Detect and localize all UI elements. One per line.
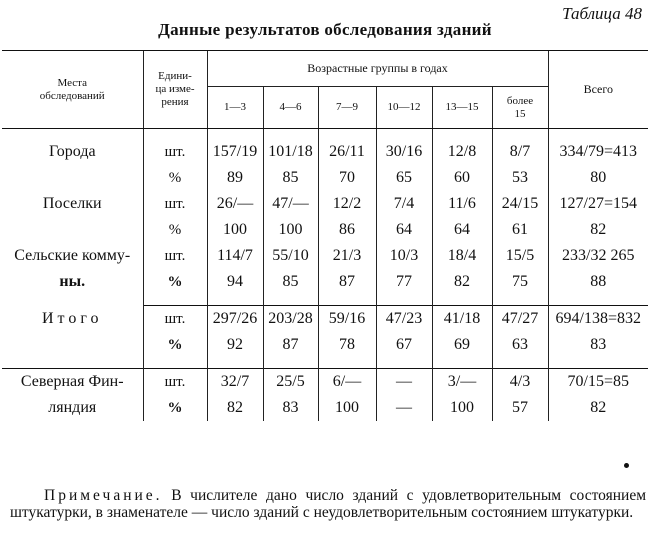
cell: 60 — [432, 165, 492, 191]
printed-dot — [624, 463, 629, 468]
cell: 26/— — [207, 191, 263, 217]
row-unit: шт. — [143, 191, 207, 217]
cell: 4/3 — [492, 369, 548, 396]
table-row — [2, 369, 648, 396]
cell: 100 — [318, 395, 376, 421]
cell: 3/— — [432, 369, 492, 396]
header-group-5: 13—15 — [432, 87, 492, 129]
cell: 114/7 — [207, 243, 263, 269]
table-row — [2, 165, 648, 191]
header-place: Места обследований — [2, 51, 143, 129]
cell: 6/— — [318, 369, 376, 396]
row-place: ны. — [59, 273, 86, 290]
table-row-total — [2, 306, 648, 333]
cell: 94 — [207, 269, 263, 295]
table-row — [2, 217, 648, 243]
table-number: Таблица 48 — [562, 4, 642, 23]
cell-total: 82 — [548, 217, 648, 243]
table-row — [2, 332, 648, 358]
cell: 63 — [492, 332, 548, 358]
cell-total: 694/138=832 — [548, 306, 648, 333]
row-place: Поселки — [42, 195, 102, 212]
cell: 65 — [376, 165, 432, 191]
row-place: Сельские комму- — [14, 247, 131, 264]
row-place: Города — [48, 143, 96, 160]
cell: 10/3 — [376, 243, 432, 269]
header-group-1: 1—3 — [207, 87, 263, 129]
cell: 157/19 — [207, 139, 263, 165]
row-unit: шт. — [143, 306, 207, 333]
cell-total: 127/27=154 — [548, 191, 648, 217]
row-unit: % — [143, 217, 207, 243]
table-row — [2, 395, 648, 421]
cell: — — [376, 395, 432, 421]
cell: 101/18 — [263, 139, 318, 165]
header-unit: Едини-ца изме-рения — [143, 51, 207, 129]
row-place: ляндия — [48, 399, 97, 416]
header-group-4: 10—12 — [376, 87, 432, 129]
cell-total: 83 — [548, 332, 648, 358]
row-unit: % — [143, 395, 207, 421]
cell: 64 — [432, 217, 492, 243]
cell: 30/16 — [376, 139, 432, 165]
cell: 12/2 — [318, 191, 376, 217]
cell: 47/27 — [492, 306, 548, 333]
table-row — [2, 243, 648, 269]
survey-table — [2, 50, 648, 421]
table-title: Данные результатов обследования зданий — [158, 20, 492, 39]
cell: 18/4 — [432, 243, 492, 269]
row-place — [2, 332, 143, 358]
header-group-2: 4—6 — [263, 87, 318, 129]
cell: 85 — [263, 269, 318, 295]
cell: 55/10 — [263, 243, 318, 269]
cell: 83 — [263, 395, 318, 421]
row-unit: % — [143, 332, 207, 358]
row-unit: шт. — [143, 243, 207, 269]
cell-total: 233/32 265 — [548, 243, 648, 269]
cell-total: 82 — [548, 395, 648, 421]
cell: 92 — [207, 332, 263, 358]
cell: 82 — [207, 395, 263, 421]
header-total: Всего — [548, 51, 648, 129]
cell: 57 — [492, 395, 548, 421]
cell: 297/26 — [207, 306, 263, 333]
row-place: Северная Фин- — [2, 369, 143, 396]
cell: 86 — [318, 217, 376, 243]
row-unit: шт. — [143, 139, 207, 165]
cell: 203/28 — [263, 306, 318, 333]
row-place-total: Итого — [42, 309, 103, 327]
cell: 53 — [492, 165, 548, 191]
footnote — [10, 487, 646, 521]
cell: 75 — [492, 269, 548, 295]
cell-total: 70/15=85 — [548, 369, 648, 396]
cell: 32/7 — [207, 369, 263, 396]
cell: 25/5 — [263, 369, 318, 396]
cell: 8/7 — [492, 139, 548, 165]
cell: 7/4 — [376, 191, 432, 217]
cell: 82 — [432, 269, 492, 295]
cell: 11/6 — [432, 191, 492, 217]
cell: 26/11 — [318, 139, 376, 165]
header-group-3: 7—9 — [318, 87, 376, 129]
row-place — [2, 217, 143, 243]
cell-total: 334/79=413 — [548, 139, 648, 165]
row-place — [2, 165, 143, 191]
cell: 61 — [492, 217, 548, 243]
cell: 100 — [432, 395, 492, 421]
cell: 41/18 — [432, 306, 492, 333]
cell-total: 80 — [548, 165, 648, 191]
cell: 15/5 — [492, 243, 548, 269]
cell: 69 — [432, 332, 492, 358]
cell: 89 — [207, 165, 263, 191]
cell: 77 — [376, 269, 432, 295]
cell: 100 — [263, 217, 318, 243]
table-row — [2, 269, 648, 295]
header-group-6: более 15 — [492, 87, 548, 129]
row-unit: % — [143, 165, 207, 191]
cell: 59/16 — [318, 306, 376, 333]
table-row — [2, 191, 648, 217]
cell: 100 — [207, 217, 263, 243]
cell: 24/15 — [492, 191, 548, 217]
header-age-groups: Возрастные группы в годах — [207, 51, 548, 87]
cell: 85 — [263, 165, 318, 191]
cell: 21/3 — [318, 243, 376, 269]
footnote-text: В числителе дано число зданий с удовлетворительным состоянием штукатурки, в знаменателе — число зданий с неудовлетворительным состоянием штукатурки. — [10, 487, 647, 521]
cell: 64 — [376, 217, 432, 243]
cell: 87 — [318, 269, 376, 295]
row-unit: % — [143, 269, 207, 295]
cell: 78 — [318, 332, 376, 358]
cell: 87 — [263, 332, 318, 358]
row-unit: шт. — [143, 369, 207, 396]
cell: 47/— — [263, 191, 318, 217]
cell: 12/8 — [432, 139, 492, 165]
cell: 67 — [376, 332, 432, 358]
table-row — [2, 139, 648, 165]
cell: — — [376, 369, 432, 396]
cell: 47/23 — [376, 306, 432, 333]
footnote-label: Примечание. — [44, 487, 163, 504]
cell-total: 88 — [548, 269, 648, 295]
cell: 70 — [318, 165, 376, 191]
